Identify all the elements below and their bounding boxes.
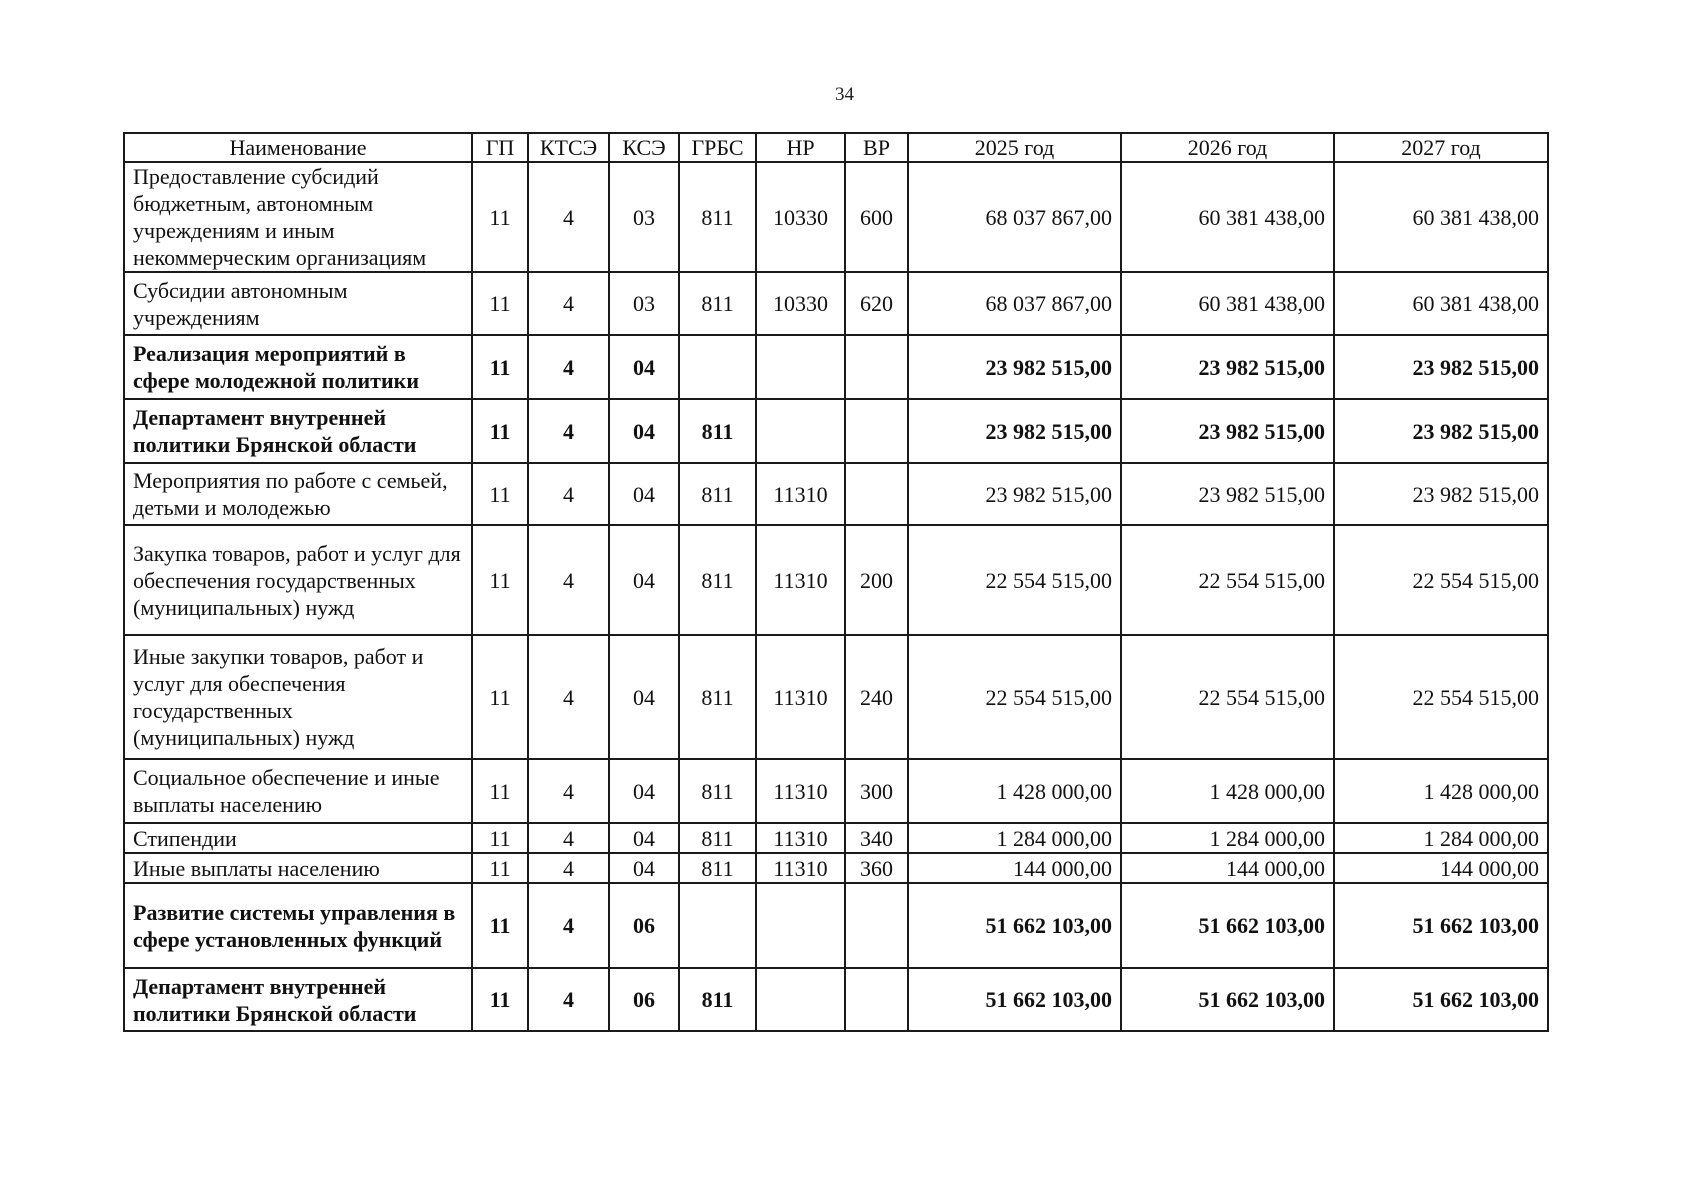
row-2026: 51 662 103,00 — [1121, 883, 1334, 968]
row-nr — [756, 968, 845, 1031]
row-kse: 04 — [609, 635, 679, 759]
row-2025: 23 982 515,00 — [908, 335, 1121, 399]
row-vr: 620 — [845, 272, 908, 335]
row-grbs: 811 — [679, 968, 756, 1031]
row-2026: 144 000,00 — [1121, 853, 1334, 883]
table-row — [124, 399, 1548, 463]
row-ktse: 4 — [528, 968, 609, 1031]
row-nr: 10330 — [756, 162, 845, 272]
table-row — [124, 853, 1548, 883]
row-grbs — [679, 883, 756, 968]
row-name: Департамент внутренней политики Брянской области — [124, 968, 472, 1031]
row-2025: 22 554 515,00 — [908, 525, 1121, 635]
row-2025: 144 000,00 — [908, 853, 1121, 883]
header-nr: НР — [756, 133, 845, 162]
row-grbs: 811 — [679, 823, 756, 853]
row-kse: 04 — [609, 823, 679, 853]
row-grbs: 811 — [679, 635, 756, 759]
header-gp: ГП — [472, 133, 528, 162]
header-2026: 2026 год — [1121, 133, 1334, 162]
row-vr: 200 — [845, 525, 908, 635]
row-2025: 22 554 515,00 — [908, 635, 1121, 759]
row-name: Предоставление субсидий бюджетным, автономным учреждениям и иным некоммерческим организациям — [124, 162, 472, 272]
row-grbs: 811 — [679, 525, 756, 635]
row-2027: 144 000,00 — [1334, 853, 1548, 883]
table-row — [124, 883, 1548, 968]
row-name: Реализация мероприятий в сфере молодежной политики — [124, 335, 472, 399]
row-2027: 23 982 515,00 — [1334, 463, 1548, 525]
row-ktse: 4 — [528, 759, 609, 823]
row-2026: 1 284 000,00 — [1121, 823, 1334, 853]
row-ktse: 4 — [528, 823, 609, 853]
row-2025: 1 284 000,00 — [908, 823, 1121, 853]
row-name: Социальное обеспечение и иные выплаты населению — [124, 759, 472, 823]
row-2027: 51 662 103,00 — [1334, 883, 1548, 968]
row-vr: 300 — [845, 759, 908, 823]
row-nr: 11310 — [756, 463, 845, 525]
row-gp: 11 — [472, 272, 528, 335]
table-row — [124, 272, 1548, 335]
row-ktse: 4 — [528, 399, 609, 463]
row-nr: 11310 — [756, 823, 845, 853]
row-grbs — [679, 335, 756, 399]
row-name: Департамент внутренней политики Брянской области — [124, 399, 472, 463]
table-header-row — [124, 133, 1548, 162]
row-2025: 23 982 515,00 — [908, 399, 1121, 463]
row-gp: 11 — [472, 635, 528, 759]
row-grbs: 811 — [679, 853, 756, 883]
table-row — [124, 823, 1548, 853]
table-row — [124, 968, 1548, 1031]
row-2026: 23 982 515,00 — [1121, 399, 1334, 463]
row-2026: 51 662 103,00 — [1121, 968, 1334, 1031]
row-name: Стипендии — [124, 823, 472, 853]
row-kse: 06 — [609, 883, 679, 968]
row-kse: 04 — [609, 335, 679, 399]
row-vr — [845, 883, 908, 968]
row-2025: 1 428 000,00 — [908, 759, 1121, 823]
row-grbs: 811 — [679, 272, 756, 335]
row-2026: 23 982 515,00 — [1121, 463, 1334, 525]
row-gp: 11 — [472, 759, 528, 823]
row-gp: 11 — [472, 335, 528, 399]
row-2026: 22 554 515,00 — [1121, 525, 1334, 635]
row-vr: 600 — [845, 162, 908, 272]
table-row — [124, 463, 1548, 525]
row-kse: 04 — [609, 759, 679, 823]
row-kse: 06 — [609, 968, 679, 1031]
header-grbs: ГРБС — [679, 133, 756, 162]
table-row — [124, 759, 1548, 823]
row-2026: 22 554 515,00 — [1121, 635, 1334, 759]
row-grbs: 811 — [679, 162, 756, 272]
row-gp: 11 — [472, 968, 528, 1031]
row-2026: 60 381 438,00 — [1121, 272, 1334, 335]
row-vr: 360 — [845, 853, 908, 883]
row-ktse: 4 — [528, 525, 609, 635]
row-name: Субсидии автономным учреждениям — [124, 272, 472, 335]
header-kse: КСЭ — [609, 133, 679, 162]
row-ktse: 4 — [528, 463, 609, 525]
row-2025: 68 037 867,00 — [908, 162, 1121, 272]
row-2025: 51 662 103,00 — [908, 968, 1121, 1031]
row-vr — [845, 968, 908, 1031]
row-ktse: 4 — [528, 272, 609, 335]
row-vr: 340 — [845, 823, 908, 853]
row-name: Иные закупки товаров, работ и услуг для обеспечения государственных (муниципальных) нужд — [124, 635, 472, 759]
row-nr: 11310 — [756, 635, 845, 759]
table-row — [124, 635, 1548, 759]
row-grbs: 811 — [679, 463, 756, 525]
row-nr: 10330 — [756, 272, 845, 335]
row-kse: 03 — [609, 162, 679, 272]
row-nr — [756, 335, 845, 399]
row-nr: 11310 — [756, 525, 845, 635]
row-2027: 23 982 515,00 — [1334, 335, 1548, 399]
row-2027: 1 428 000,00 — [1334, 759, 1548, 823]
row-2027: 60 381 438,00 — [1334, 272, 1548, 335]
header-name: Наименование — [124, 133, 472, 162]
row-2025: 23 982 515,00 — [908, 463, 1121, 525]
row-kse: 04 — [609, 525, 679, 635]
row-2026: 23 982 515,00 — [1121, 335, 1334, 399]
row-gp: 11 — [472, 853, 528, 883]
row-gp: 11 — [472, 463, 528, 525]
row-2025: 68 037 867,00 — [908, 272, 1121, 335]
row-name: Мероприятия по работе с семьей, детьми и молодежью — [124, 463, 472, 525]
row-2025: 51 662 103,00 — [908, 883, 1121, 968]
row-vr — [845, 335, 908, 399]
row-ktse: 4 — [528, 883, 609, 968]
row-grbs: 811 — [679, 759, 756, 823]
header-2027: 2027 год — [1334, 133, 1548, 162]
row-2027: 23 982 515,00 — [1334, 399, 1548, 463]
row-kse: 04 — [609, 399, 679, 463]
row-2026: 60 381 438,00 — [1121, 162, 1334, 272]
row-2027: 22 554 515,00 — [1334, 525, 1548, 635]
row-ktse: 4 — [528, 335, 609, 399]
table-row — [124, 162, 1548, 272]
row-vr — [845, 399, 908, 463]
header-vr: ВР — [845, 133, 908, 162]
row-name: Иные выплаты населению — [124, 853, 472, 883]
row-gp: 11 — [472, 883, 528, 968]
row-gp: 11 — [472, 399, 528, 463]
row-2027: 51 662 103,00 — [1334, 968, 1548, 1031]
table-row — [124, 525, 1548, 635]
row-gp: 11 — [472, 823, 528, 853]
page-number: 34 — [835, 84, 854, 105]
header-ktse: КТСЭ — [528, 133, 609, 162]
row-nr — [756, 399, 845, 463]
row-ktse: 4 — [528, 853, 609, 883]
row-vr — [845, 463, 908, 525]
row-ktse: 4 — [528, 635, 609, 759]
row-nr: 11310 — [756, 853, 845, 883]
row-nr — [756, 883, 845, 968]
row-gp: 11 — [472, 162, 528, 272]
row-gp: 11 — [472, 525, 528, 635]
row-kse: 04 — [609, 853, 679, 883]
row-grbs: 811 — [679, 399, 756, 463]
row-name: Развитие системы управления в сфере установленных функций — [124, 883, 472, 968]
table-row — [124, 335, 1548, 399]
header-2025: 2025 год — [908, 133, 1121, 162]
row-2027: 1 284 000,00 — [1334, 823, 1548, 853]
row-nr: 11310 — [756, 759, 845, 823]
row-2027: 22 554 515,00 — [1334, 635, 1548, 759]
row-vr: 240 — [845, 635, 908, 759]
row-ktse: 4 — [528, 162, 609, 272]
budget-table — [123, 132, 1549, 1032]
row-kse: 03 — [609, 272, 679, 335]
row-name: Закупка товаров, работ и услуг для обеспечения государственных (муниципальных) нужд — [124, 525, 472, 635]
row-2026: 1 428 000,00 — [1121, 759, 1334, 823]
row-kse: 04 — [609, 463, 679, 525]
row-2027: 60 381 438,00 — [1334, 162, 1548, 272]
